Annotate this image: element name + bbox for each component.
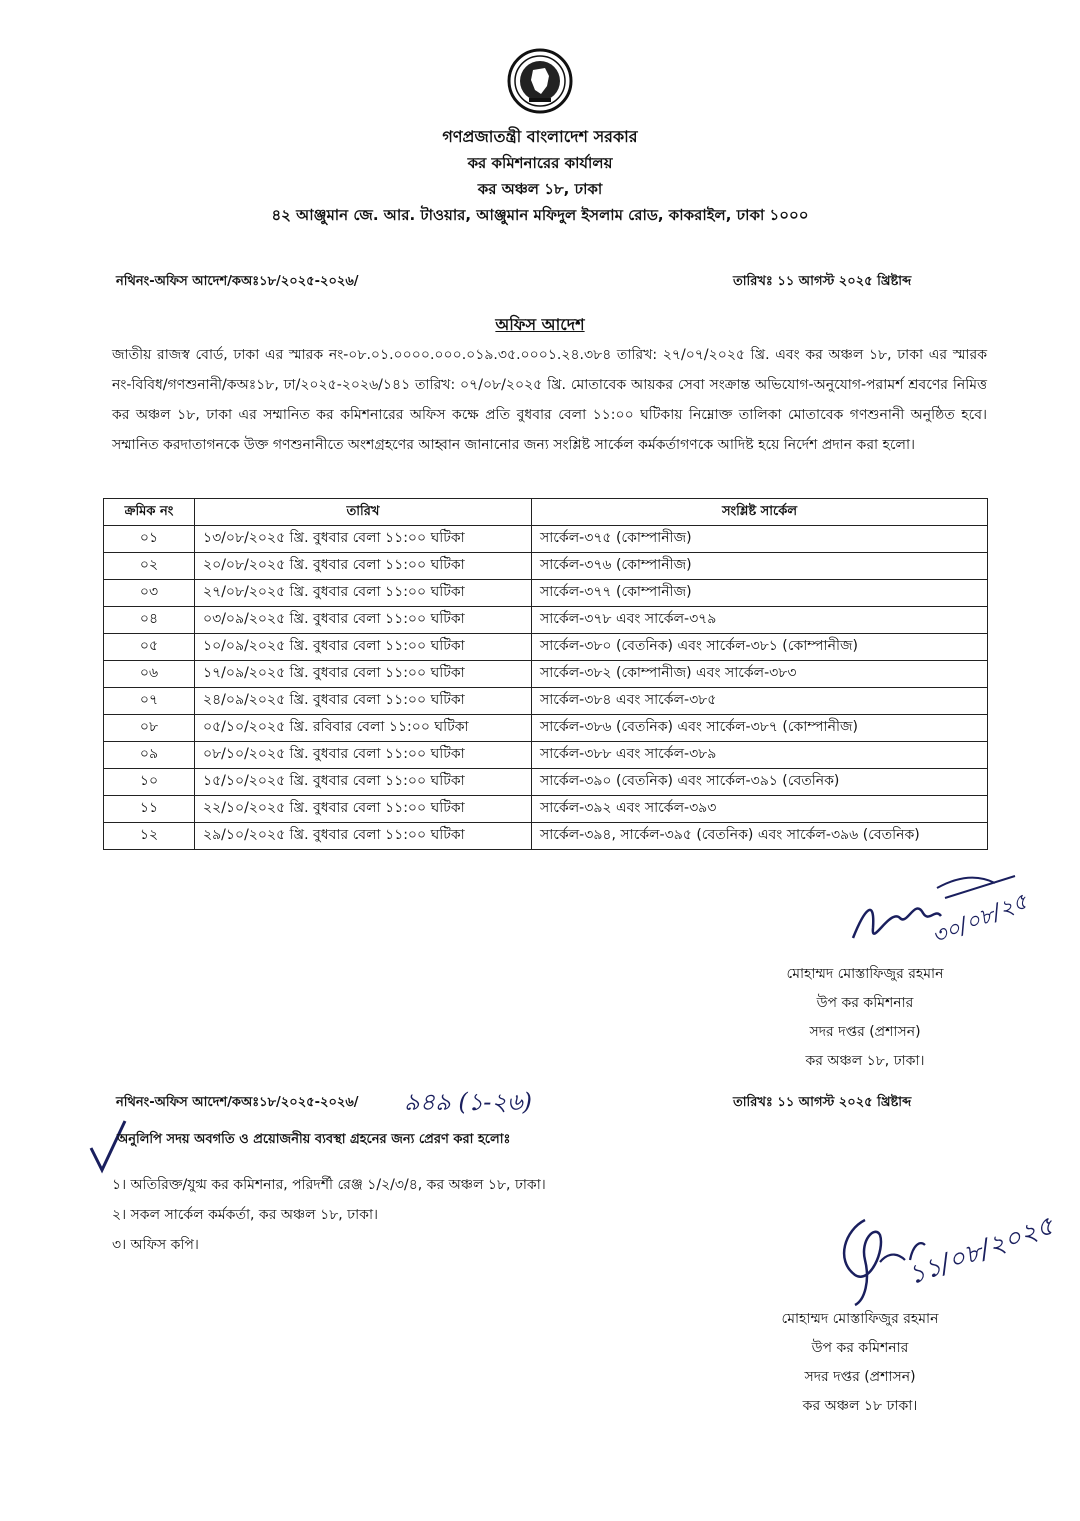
serial-cell: ০৫ (104, 634, 195, 661)
table-row (104, 742, 988, 769)
signatory-designation: উপ কর কমিশনার (816, 995, 914, 1011)
copy-item: ২। সকল সার্কেল কর্মকর্তা, কর অঞ্চল ১৮, ঢাকা। (112, 1207, 379, 1223)
serial-cell: ১০ (104, 769, 195, 796)
zone-name: কর অঞ্চল ১৮, ঢাকা (477, 180, 603, 198)
hearing-schedule-table (103, 498, 988, 850)
column-header-date: তারিখ (195, 499, 532, 526)
copy-item: ১। অতিরিক্ত/যুগ্ম কর কমিশনার, পরিদর্শী রেঞ্জ ১/২/৩/৪, কর অঞ্চল ১৮, ঢাকা। (112, 1177, 546, 1193)
circle-cell: সার্কেল-৩৮২ (কোম্পানীজ) এবং সার্কেল-৩৮৩ (532, 661, 988, 688)
signatory-name: মোহাম্মদ মোস্তাফিজুর রহমান (781, 1311, 939, 1327)
office-address: ৪২ আঞ্জুমান জে. আর. টাওয়ার, আঞ্জুমান মফিদুল ইসলাম রোড, কাকরাইল, ঢাকা ১০০০ (271, 206, 809, 224)
circle-cell: সার্কেল-৩৯২ এবং সার্কেল-৩৯৩ (532, 796, 988, 823)
date-cell: ২৯/১০/২০২৫ খ্রি. বুধবার বেলা ১১:০০ ঘটিকা (195, 823, 532, 850)
circle-cell: সার্কেল-৩৮৮ এবং সার্কেল-৩৮৯ (532, 742, 988, 769)
signatory-name: মোহাম্মদ মোস্তাফিজুর রহমান (786, 966, 944, 982)
serial-cell: ০৭ (104, 688, 195, 715)
table-row (104, 634, 988, 661)
document-title: অফিস আদেশ (495, 315, 585, 334)
govt-name: গণপ্রজাতন্ত্রী বাংলাদেশ সরকার (442, 127, 638, 146)
circle-cell: সার্কেল-৩৮৪ এবং সার্কেল-৩৮৫ (532, 688, 988, 715)
table-row (104, 796, 988, 823)
signatory-office: সদর দপ্তর (প্রশাসন) (804, 1369, 916, 1385)
office-name: কর কমিশনারের কার্যালয় (467, 154, 613, 172)
date-cell: ১৭/০৯/২০২৫ খ্রি. বুধবার বেলা ১১:০০ ঘটিকা (195, 661, 532, 688)
signatory-zone: কর অঞ্চল ১৮, ঢাকা। (805, 1053, 925, 1069)
serial-cell: ০৯ (104, 742, 195, 769)
column-header-circle: সংশ্লিষ্ট সার্কেল (532, 499, 988, 526)
copy-item: ৩। অফিস কপি। (112, 1237, 199, 1253)
signatory-designation: উপ কর কমিশনার (811, 1340, 909, 1356)
table-header-row (104, 499, 988, 526)
memo-date: তারিখঃ ১১ আগস্ট ২০২৫ খ্রিষ্টাব্দ (733, 274, 912, 289)
serial-cell: ১২ (104, 823, 195, 850)
table-row (104, 769, 988, 796)
serial-cell: ০১ (104, 526, 195, 553)
circle-cell: সার্কেল-৩৯৪, সার্কেল-৩৯৫ (বেতনিক) এবং সার্কেল-৩৯৬ (বেতনিক) (532, 823, 988, 850)
date-cell: ০৮/১০/২০২৫ খ্রি. বুধবার বেলা ১১:০০ ঘটিকা (195, 742, 532, 769)
serial-cell: ০৬ (104, 661, 195, 688)
date-cell: ২২/১০/২০২৫ খ্রি. বুধবার বেলা ১১:০০ ঘটিকা (195, 796, 532, 823)
circle-cell: সার্কেল-৩৭৭ (কোম্পানীজ) (532, 580, 988, 607)
date-cell: ১০/০৯/২০২৫ খ্রি. বুধবার বেলা ১১:০০ ঘটিকা (195, 634, 532, 661)
handwritten-memo-number: ৯৪৯ (১-২৬) (404, 1088, 532, 1116)
date-cell: ২৪/০৯/২০২৫ খ্রি. বুধবার বেলা ১১:০০ ঘটিকা (195, 688, 532, 715)
serial-cell: ০৪ (104, 607, 195, 634)
circle-cell: সার্কেল-৩৭৮ এবং সার্কেল-৩৭৯ (532, 607, 988, 634)
handwritten-date-2: ১১/০৮/২০২৫ (904, 1210, 1058, 1292)
copy-distribution-title: অনুলিপি সদয় অবগতি ও প্রয়োজনীয় ব্যবস্থা গ্রহনের জন্য প্রেরণ করা হলোঃ (117, 1132, 511, 1147)
serial-cell: ১১ (104, 796, 195, 823)
circle-cell: সার্কেল-৩৮০ (বেতনিক) এবং সার্কেল-৩৮১ (কোম্পানীজ) (532, 634, 988, 661)
handwritten-date-1: ৩০/০৮/২৫ (928, 889, 1032, 951)
table-row (104, 580, 988, 607)
date-cell: ১৫/১০/২০২৫ খ্রি. বুধবার বেলা ১১:০০ ঘটিকা (195, 769, 532, 796)
memo-date-2: তারিখঃ ১১ আগস্ট ২০২৫ খ্রিষ্টাব্দ (733, 1095, 912, 1110)
order-paragraph: জাতীয় রাজস্ব বোর্ড, ঢাকা এর স্মারক নং-০৮.০১.০০০০.০০০.০১৯.৩৫.০০০১.২৪.৩৮৪ তারিখ: ২৭/০৭/২০২৫ খ্রি. এবং কর অঞ্চল ১৮, ঢাকা এর স্মারক নং-বিবিধ/গণশুনানী/কঅঃ১৮, ঢা/২০২৫-২০২৬/১৪১ তারিখ: ০৭/০৮/২০২৫ খ্রি. মোতাবেক আয়কর সেবা সংক্রান্ত অভিযোগ-অনুযোগ-পরামর্শ শ্রবণের নিমিত্ত কর অঞ্চল ১৮, ঢাকা এর সম্মানিত কর কমিশনারের অফিস কক্ষে প্রতি বুধবার বেলা ১১:০০ ঘটিকায় নিম্নোক্ত তালিকা মোতাবেক গণশুনানী অনুষ্ঠিত হবে। সম্মানিত করদাতাগনকে উক্ত গণশুনানীতে অংশগ্রহণের আহ্বান জানানোর জন্য সংশ্লিষ্ট সার্কেল কর্মকর্তাগণকে আদিষ্ট হয়ে নির্দেশ প্রদান করা হলো। (112, 347, 987, 453)
circle-cell: সার্কেল-৩৭৬ (কোম্পানীজ) (532, 553, 988, 580)
table-row (104, 661, 988, 688)
serial-cell: ০২ (104, 553, 195, 580)
memo-number: নথিনং-অফিস আদেশ/কঅঃ১৮/২০২৫-২০২৬/ (116, 274, 359, 289)
date-cell: ১৩/০৮/২০২৫ খ্রি. বুধবার বেলা ১১:০০ ঘটিকা (195, 526, 532, 553)
circle-cell: সার্কেল-৩৭৫ (কোম্পানীজ) (532, 526, 988, 553)
circle-cell: সার্কেল-৩৯০ (বেতনিক) এবং সার্কেল-৩৯১ (বেতনিক) (532, 769, 988, 796)
table-row (104, 526, 988, 553)
letterhead (0, 124, 1080, 228)
signatory-zone: কর অঞ্চল ১৮ ঢাকা। (802, 1398, 918, 1414)
date-cell: ০৫/১০/২০২৫ খ্রি. রবিবার বেলা ১১:০০ ঘটিকা (195, 715, 532, 742)
date-cell: ০৩/০৯/২০২৫ খ্রি. বুধবার বেলা ১১:০০ ঘটিকা (195, 607, 532, 634)
serial-cell: ০৩ (104, 580, 195, 607)
signatory-office: সদর দপ্তর (প্রশাসন) (809, 1024, 921, 1040)
signature-block-1 (750, 960, 980, 1076)
table-row (104, 607, 988, 634)
date-cell: ২৭/০৮/২০২৫ খ্রি. বুধবার বেলা ১১:০০ ঘটিকা (195, 580, 532, 607)
table-row (104, 553, 988, 580)
table-row (104, 715, 988, 742)
table-row (104, 823, 988, 850)
table-row (104, 688, 988, 715)
column-header-serial: ক্রমিক নং (104, 499, 195, 526)
date-cell: ২০/০৮/২০২৫ খ্রি. বুধবার বেলা ১১:০০ ঘটিকা (195, 553, 532, 580)
bangladesh-govt-seal-icon (507, 48, 573, 114)
circle-cell: সার্কেল-৩৮৬ (বেতনিক) এবং সার্কেল-৩৮৭ (কোম্পানীজ) (532, 715, 988, 742)
memo-number-2: নথিনং-অফিস আদেশ/কঅঃ১৮/২০২৫-২০২৬/ (116, 1095, 359, 1110)
signature-block-2 (745, 1305, 975, 1421)
serial-cell: ০৮ (104, 715, 195, 742)
